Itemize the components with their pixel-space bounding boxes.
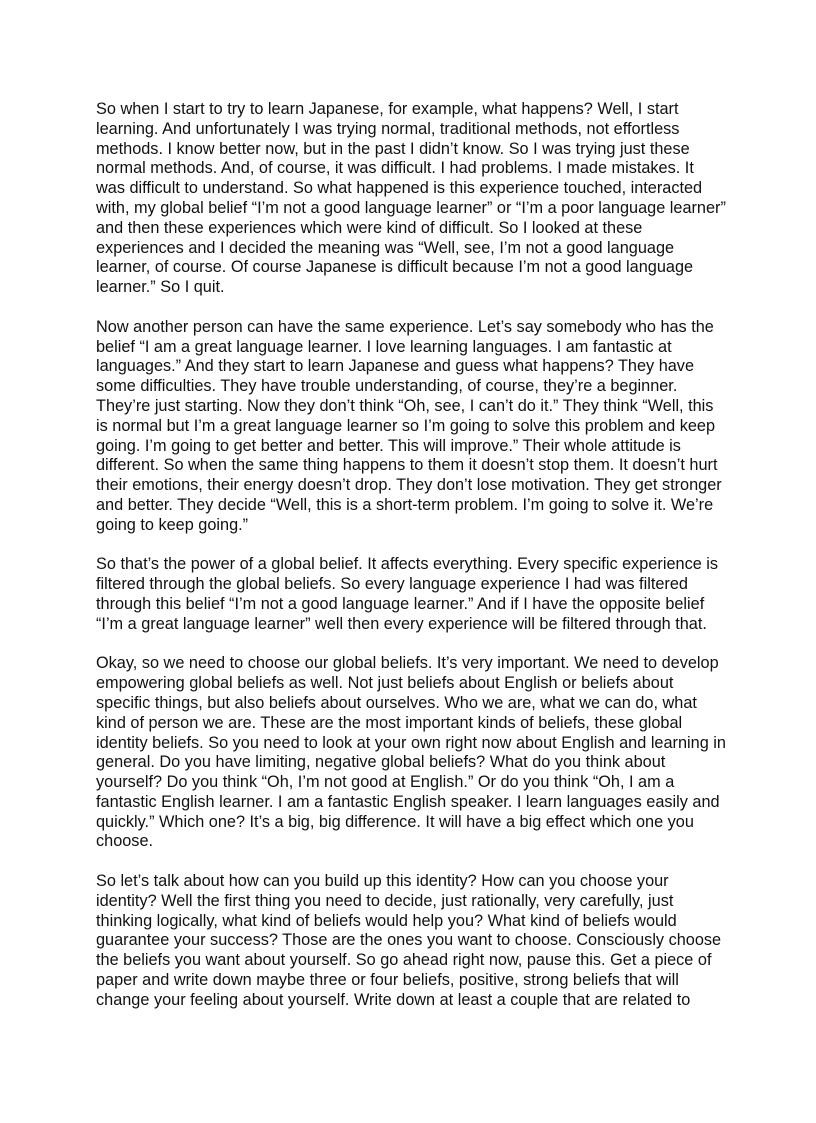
text-line: paper and write down maybe three or four beliefs, positive, strong beliefs that will bbox=[96, 971, 679, 990]
text-line: going. I’m going to get better and better. This will improve.” Their whole attitude is bbox=[96, 436, 681, 455]
text-line: learner.” So I quit. bbox=[96, 278, 225, 297]
text-line: and then these experiences which were kind of difficult. So I looked at these bbox=[96, 218, 643, 237]
text-line: methods. I know better now, but in the past I didn’t know. So I was trying just these bbox=[96, 139, 690, 158]
text-line: empowering global beliefs as well. Not just beliefs about English or beliefs about bbox=[96, 674, 674, 693]
text-line: guarantee your success? Those are the ones you want to choose. Consciously choose bbox=[96, 931, 722, 950]
text-line: going to keep going.” bbox=[96, 515, 249, 534]
text-line: choose. bbox=[96, 832, 154, 851]
text-line: quickly.” Which one? It’s a big, big difference. It will have a big effect which one you bbox=[96, 812, 694, 831]
text-line: learning. And unfortunately I was trying normal, traditional methods, not effortless bbox=[96, 119, 680, 138]
text-line: filtered through the global beliefs. So every language experience I had was filtered bbox=[96, 575, 688, 594]
text-line: yourself? Do you think “Oh, I’m not good at English.” Or do you think “Oh, I am a bbox=[96, 773, 675, 792]
text-line: is normal but I’m a great language learner so I’m going to solve this problem and keep bbox=[96, 416, 716, 435]
text-line: identity? Well the first thing you need to decide, just rationally, very carefully, just bbox=[96, 891, 674, 910]
text-line: identity beliefs. So you need to look at your own right now about English and learning in bbox=[96, 733, 726, 752]
text-line: their emotions, their energy doesn’t drop. They don’t lose motivation. They get stronger bbox=[96, 476, 722, 495]
text-line: the beliefs you want about yourself. So go ahead right now, pause this. Get a piece of bbox=[96, 951, 712, 970]
text-line: So that’s the power of a global belief. It affects everything. Every specific experience is bbox=[96, 555, 719, 574]
paragraph-4 bbox=[96, 654, 726, 852]
text-line: with, my global belief “I’m not a good language learner” or “I’m a poor language learner” bbox=[96, 198, 726, 217]
text-line: They’re just starting. Now they don’t think “Oh, see, I can’t do it.” They think “Well, this bbox=[96, 396, 714, 415]
text-line: kind of person we are. These are the most important kinds of beliefs, these global bbox=[96, 713, 683, 732]
text-line: some difficulties. They have trouble understanding, of course, they’re a beginner. bbox=[96, 377, 678, 396]
text-line: normal methods. And, of course, it was difficult. I had problems. I made mistakes. It bbox=[96, 159, 694, 178]
text-line: change your feeling about yourself. Write down at least a couple that are related to bbox=[96, 990, 691, 1009]
text-line: So let’s talk about how can you build up this identity? How can you choose your bbox=[96, 872, 669, 891]
paragraph-1 bbox=[96, 100, 726, 298]
text-line: fantastic English learner. I am a fantastic English speaker. I learn languages easily and bbox=[96, 792, 720, 811]
text-line: general. Do you have limiting, negative global beliefs? What do you think about bbox=[96, 753, 666, 772]
text-line: belief “I am a great language learner. I love learning languages. I am fantastic at bbox=[96, 337, 672, 356]
text-line: Now another person can have the same experience. Let’s say somebody who has the bbox=[96, 317, 714, 336]
text-line: specific things, but also beliefs about ourselves. Who we are, what we can do, what bbox=[96, 693, 697, 712]
text-line: through this belief “I’m not a good language learner.” And if I have the opposite belief bbox=[96, 594, 705, 613]
text-line: So when I start to try to learn Japanese, for example, what happens? Well, I start bbox=[96, 100, 679, 118]
text-line: and better. They decide “Well, this is a short-term problem. I’m going to solve it. We’re bbox=[96, 495, 714, 514]
text-line: experiences and I decided the meaning was “Well, see, I’m not a good language bbox=[96, 238, 675, 257]
paragraph-3 bbox=[96, 555, 726, 634]
text-line: was difficult to understand. So what happened is this experience touched, interacted bbox=[96, 179, 703, 198]
text-line: languages.” And they start to learn Japanese and guess what happens? They have bbox=[96, 357, 695, 376]
text-line: learner, of course. Of course Japanese is difficult because I’m not a good language bbox=[96, 258, 694, 277]
text-line: Okay, so we need to choose our global beliefs. It’s very important. We need to develop bbox=[96, 654, 719, 673]
text-line: thinking logically, what kind of beliefs would help you? What kind of beliefs would bbox=[96, 911, 677, 930]
document-body bbox=[96, 100, 726, 1030]
text-line: different. So when the same thing happens to them it doesn’t stop them. It doesn’t hurt bbox=[96, 456, 718, 475]
text-line: “I’m a great language learner” well then every experience will be filtered through that. bbox=[96, 614, 707, 633]
paragraph-5 bbox=[96, 872, 726, 1011]
paragraph-2 bbox=[96, 318, 726, 536]
